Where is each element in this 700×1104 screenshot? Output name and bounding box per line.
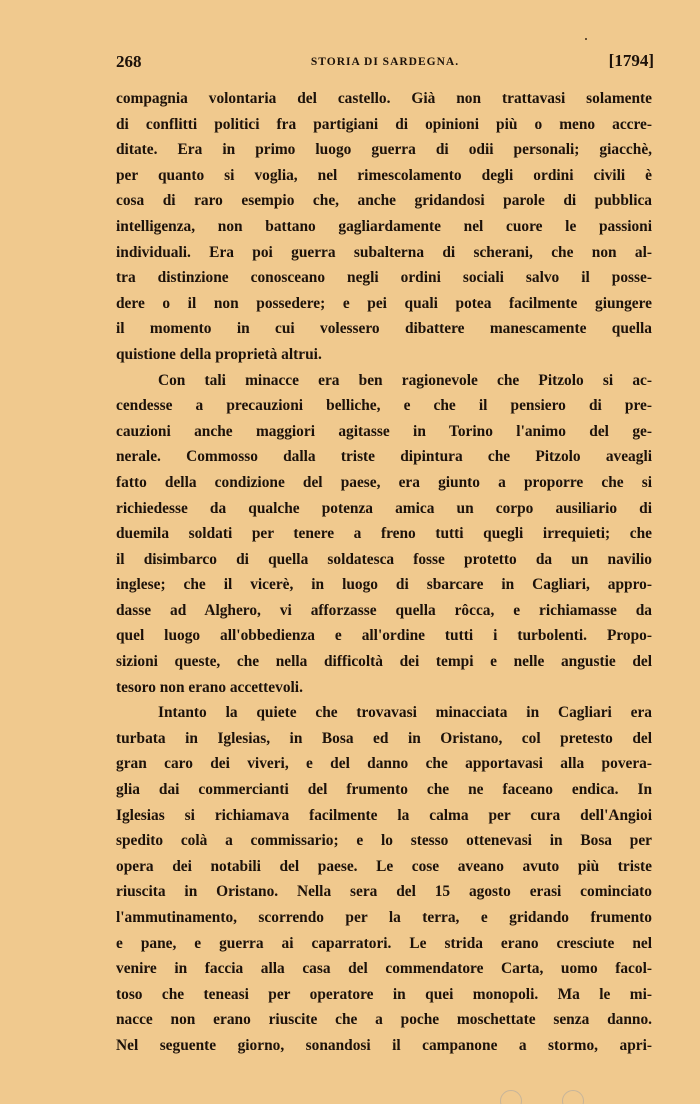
text-line: duemila soldati per tenere a freno tutti quegli irrequieti; che: [116, 525, 652, 543]
text-line: cendesse a precauzioni belliche, e che il pensiero di pre-: [116, 397, 652, 415]
text-line: cosa di raro esempio che, anche gridandosi parole di pubblica: [116, 192, 652, 210]
text-line: per quanto si voglia, nel rimescolamento degli ordini civili è: [116, 166, 652, 184]
watermark-mark: [562, 1090, 584, 1104]
text-line: il disimbarco di quella soldatesca fosse protetto da un navilio: [116, 550, 652, 568]
paragraph-2: [116, 368, 652, 701]
text-line: riuscita in Oristano. Nella sera del 15 agosto erasi cominciato: [116, 883, 652, 901]
text-line: turbata in Iglesias, in Bosa ed in Oristano, col pretesto del: [116, 729, 652, 747]
text-line: dasse ad Alghero, vi afforzasse quella rôcca, e richiamasse da: [116, 601, 652, 619]
faint-watermark: [500, 1090, 650, 1104]
text-line: richiedesse da qualche potenza amica un corpo ausiliario di: [116, 499, 652, 517]
text-line: dere o il non possedere; e pei quali potea facilmente giungere: [116, 294, 652, 312]
text-line: tesoro non erano accettevoli.: [116, 678, 303, 696]
text-line: Con tali minacce era ben ragionevole che Pitzolo si ac-: [158, 371, 652, 389]
text-line: nerale. Commosso dalla triste dipintura che Pitzolo aveagli: [116, 448, 652, 466]
year-marker: [1794]: [608, 51, 654, 70]
text-line: il momento in cui volessero dibattere manescamente quella: [116, 320, 652, 338]
text-line: sizioni queste, che nella difficoltà dei tempi e nelle angustie del: [116, 653, 652, 671]
text-line: fatto della condizione del paese, era giunto a proporre che si: [116, 473, 652, 491]
text-line: ditate. Era in primo luogo guerra di odii personali; giacchè,: [116, 141, 652, 159]
text-line: opera dei notabili del paese. Le cose aveano avuto più triste: [116, 857, 652, 875]
text-line: cauzioni anche maggiori agitasse in Torino l'animo del ge-: [116, 422, 652, 440]
text-line: intelligenza, non battano gagliardamente nel cuore le passioni: [116, 217, 652, 235]
text-line: gran caro dei viveri, e del danno che apportavasi alla povera-: [116, 755, 652, 773]
text-line: toso che teneasi per operatore in quei monopoli. Ma le mi-: [116, 985, 652, 1003]
text-line: spedito colà a commissario; e lo stesso ottenevasi in Bosa per: [116, 832, 652, 850]
text-line: glia dai commercianti del frumento che ne faceano endica. In: [116, 781, 652, 799]
text-line: individuali. Era poi guerra subalterna di scherani, che non al-: [116, 243, 652, 261]
page-header: [116, 50, 654, 78]
paragraph-3: [116, 700, 652, 1058]
text-line: tra distinzione conosceano negli ordini sociali salvo il posse-: [116, 269, 652, 287]
running-title: STORIA DI SARDEGNA.: [310, 56, 460, 68]
text-line: quistione della proprietà altrui.: [116, 345, 322, 363]
text-line: e pane, e guerra ai caparratori. Le strida erano cresciute nel: [116, 934, 652, 952]
text-line: quel luogo all'obbedienza e all'ordine tutti i turbolenti. Propo-: [116, 627, 652, 645]
text-line: inglese; che il vicerè, in luogo di sbarcare in Cagliari, appro-: [116, 576, 652, 594]
body-text: [116, 86, 652, 1059]
paragraph-1: [116, 86, 652, 368]
text-line: Intanto la quiete che trovavasi minacciata in Cagliari era: [158, 704, 652, 722]
text-line: di conflitti politici fra partigiani di opinioni più o meno accre-: [116, 115, 652, 133]
page-number: 268: [116, 52, 142, 71]
text-line: Nel seguente giorno, sonandosi il campanone a stormo, apri-: [116, 1036, 652, 1054]
text-line: Iglesias si richiamava facilmente la calma per cura dell'Angioi: [116, 806, 652, 824]
text-line: venire in faccia alla casa del commendatore Carta, uomo facol-: [116, 960, 652, 978]
text-line: nacce non erano riuscite che a poche moschettate senza danno.: [116, 1011, 652, 1029]
watermark-mark: [500, 1090, 522, 1104]
text-line: compagnia volontaria del castello. Già non trattavasi solamente: [116, 90, 652, 107]
ink-speck: [585, 38, 587, 40]
text-line: l'ammutinamento, scorrendo per la terra, e gridando frumento: [116, 909, 652, 926]
